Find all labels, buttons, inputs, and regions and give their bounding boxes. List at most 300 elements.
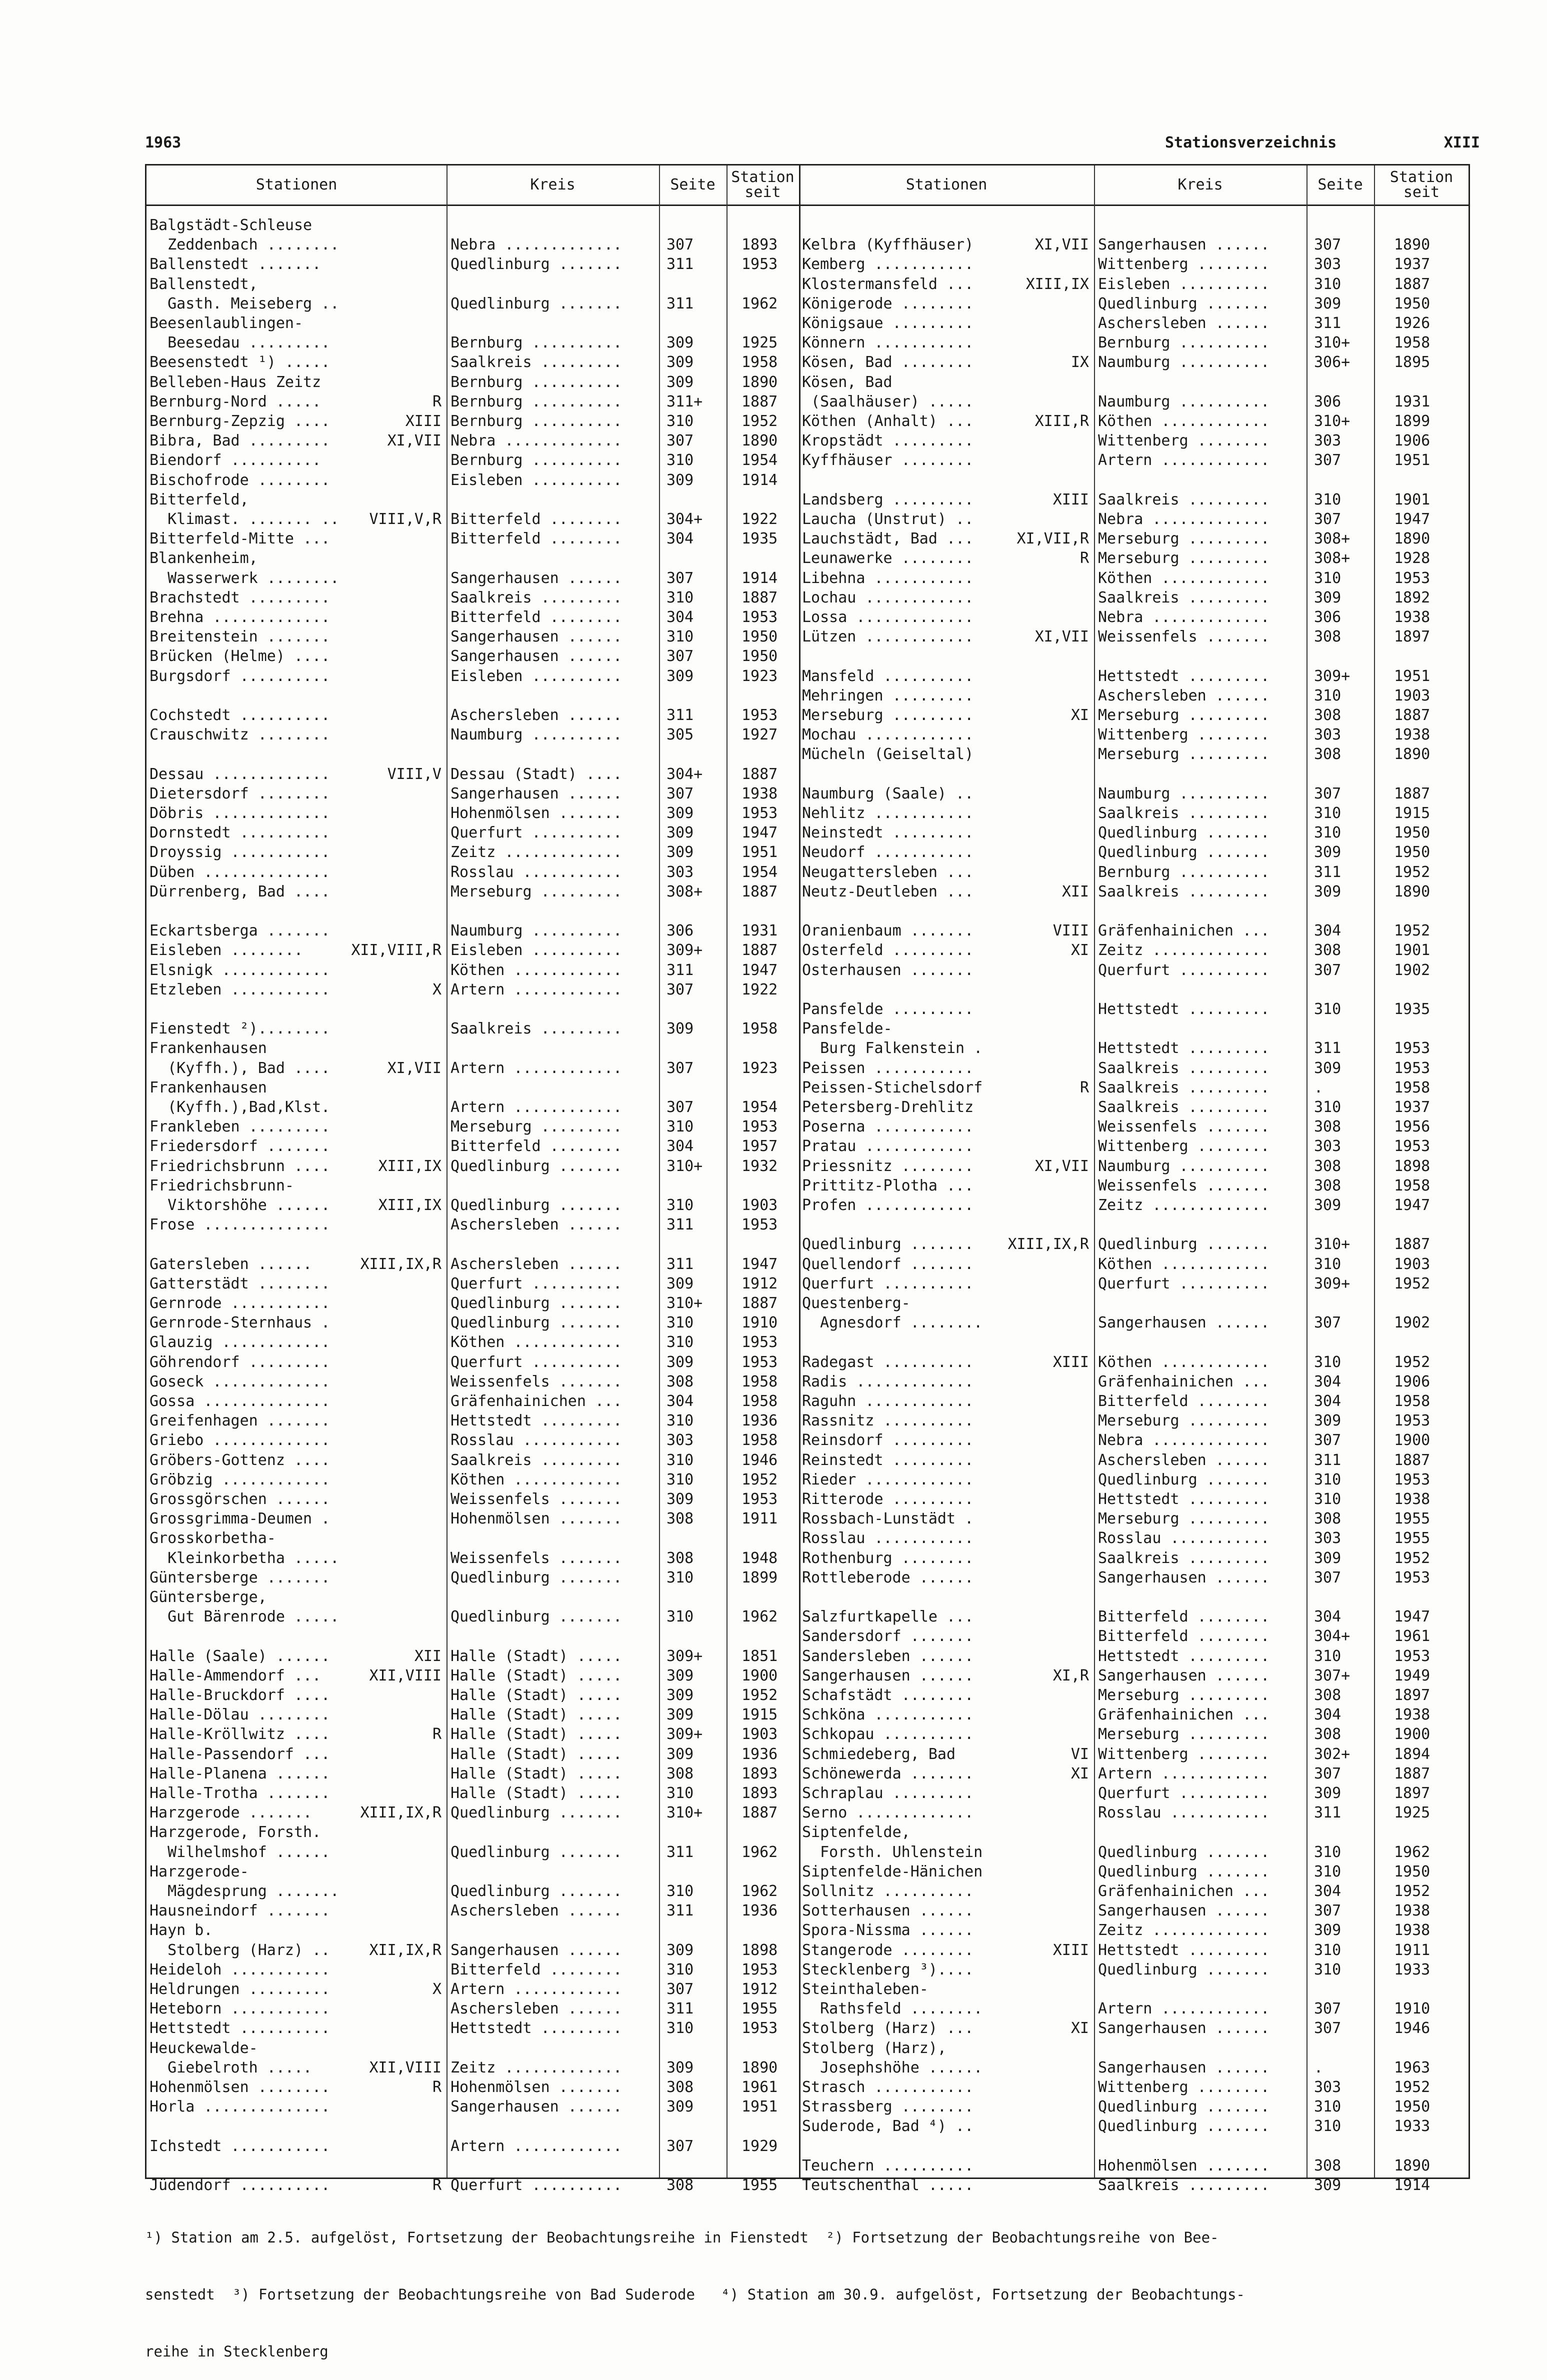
seite-value: 306+ [1314,354,1350,372]
station-since-year: 1914 [742,471,778,489]
page-year: 1963 [145,134,182,152]
kreis-name: Hettstedt ......... [1098,1490,1270,1508]
station-since-year: 1953 [742,2020,778,2038]
kreis-name: Bernburg .......... [1098,334,1270,352]
station-marks: XII,IX,R [369,1941,442,1959]
seite-value: 303 [1314,726,1342,744]
seite-value: 308 [1314,1510,1342,1528]
station-name: Strassberg ........ [802,2098,974,2116]
station-name: Bischofrode ........ [150,471,330,489]
seite-value: 304 [666,530,694,548]
station-name: Rassnitz .......... [802,1412,974,1430]
station-name: Balgstädt-Schleuse [150,216,312,234]
station-name: Merseburg ......... [802,706,974,724]
station-since-year: 1952 [742,412,778,430]
kreis-name: Naumburg .......... [450,726,622,744]
kreis-name: Saalkreis ......... [1098,1549,1270,1567]
station-name: Osterhausen ....... [802,961,974,979]
station-name: Greifenhagen ....... [150,1412,330,1430]
seite-value: 304 [1314,1882,1342,1900]
seite-value: 309 [1314,1549,1342,1567]
station-name: Hettstedt .......... [150,2020,330,2038]
station-name: Kyffhäuser ........ [802,452,974,470]
station-name: Elsnigk ............ [150,961,330,979]
kreis-name: Quedlinburg ....... [1098,1960,1270,1978]
station-marks: XII [1062,882,1089,900]
seite-value: 304 [1314,1706,1342,1724]
kreis-name: Hettstedt ......... [450,1412,622,1430]
kreis-name: Quedlinburg ....... [1098,1843,1270,1861]
station-name: Halle-Passendorf ... [150,1745,330,1763]
station-name: Gatterstädt ........ [150,1274,330,1292]
kreis-name: Sangerhausen ...... [1098,1568,1270,1586]
station-name: Brücken (Helme) .... [150,648,330,666]
seite-value: 305 [666,726,694,744]
kreis-name: Köthen ............ [1098,569,1270,587]
station-name: Goseck ............. [150,1372,330,1390]
seite-value: 310 [666,1334,694,1352]
station-marks: XI [1070,2020,1089,2038]
station-since-year: 1953 [742,804,778,822]
station-marks: XI,VII [1034,1157,1089,1175]
station-since-year: 1898 [1394,1157,1430,1175]
column-divider [1374,166,1375,2178]
seite-value: 308 [1314,942,1342,960]
seite-value: 310 [1314,275,1342,293]
station-since-year: 1955 [742,2000,778,2018]
station-marks: XII [414,1647,442,1665]
header-seit-line2: seit [744,184,781,201]
kreis-name: Halle (Stadt) ..... [450,1647,622,1665]
seite-value: 310 [666,2020,694,2038]
station-name: Stecklenberg ³).... [802,1960,974,1978]
station-name: Teutschenthal ..... [802,2176,974,2194]
seite-value: 308 [1314,1726,1342,1744]
seite-value: 308+ [1314,550,1350,568]
station-name: Oranienbaum ....... [802,922,974,940]
seite-value: 309 [666,1490,694,1508]
seite-value: 310+ [1314,1236,1350,1254]
station-name: Schmiedeberg, Bad [802,1745,956,1763]
station-name: Köthen (Anhalt) ... [802,412,974,430]
seite-value: 310 [1314,1960,1342,1978]
station-marks: XII,VIII [369,2058,442,2076]
station-since-year: 1953 [742,1334,778,1352]
station-name: Friedersdorf ....... [150,1138,330,1156]
station-since-year: 1950 [1394,294,1430,312]
column-divider [1094,166,1095,2178]
seite-value: 303 [666,863,694,881]
station-since-year: 1887 [1394,1236,1430,1254]
seite-value: 303 [1314,1530,1342,1548]
station-name: Griebo ............. [150,1432,330,1450]
station-name: Breitenstein ....... [150,628,330,646]
kreis-name: Saalkreis ......... [450,588,622,606]
station-name: Klostermansfeld ... [802,275,974,293]
seite-value: 307+ [1314,1666,1350,1684]
seite-value: 307 [1314,236,1342,254]
seite-value: 310 [666,1196,694,1214]
station-name: Heldrungen ......... [150,1980,330,1998]
station-name: Cochstedt .......... [150,706,330,724]
station-marks: X [432,980,442,998]
station-name: Mansfeld .......... [802,667,974,685]
station-since-year: 1952 [1394,2078,1430,2096]
seite-value: 310 [666,1118,694,1136]
kreis-name: Quedlinburg ....... [450,1843,622,1861]
seite-value: 310+ [666,1294,703,1312]
seite-value: 311 [666,961,694,979]
station-name: Stangerode ........ [802,1941,974,1959]
station-marks: XIII,IX,R [360,1804,442,1822]
seite-value: 309 [666,1353,694,1371]
kreis-name: Sangerhausen ...... [450,569,622,587]
seite-value: 311 [666,1843,694,1861]
station-name: Prittitz-Plotha ... [802,1176,974,1194]
station-since-year: 1851 [742,1647,778,1665]
station-name: Brachstedt ......... [150,588,330,606]
seite-value: 304 [1314,1392,1342,1410]
kreis-name: Köthen ............ [450,1334,622,1352]
seite-value: 303 [1314,2078,1342,2096]
kreis-name: Artern ............ [450,1980,622,1998]
kreis-name: Hettstedt ......... [1098,667,1270,685]
station-name: Wilhelmshof ...... [150,1843,330,1861]
station-name: Wasserwerk ........ [150,569,340,587]
station-marks: IX [1070,354,1089,372]
station-since-year: 1897 [1394,1784,1430,1802]
station-since-year: 1890 [1394,2156,1430,2174]
station-name: Schafstädt ........ [802,1686,974,1704]
seite-value: 311 [666,2000,694,2018]
station-name: Schraplau ......... [802,1784,974,1802]
kreis-name: Merseburg ......... [1098,746,1270,764]
station-name: Bitterfeld, [150,490,249,508]
station-since-year: 1887 [742,1804,778,1822]
seite-value: 309 [666,824,694,842]
kreis-name: Köthen ............ [1098,1353,1270,1371]
station-since-year: 1923 [742,1059,778,1077]
seite-value: 311 [1314,314,1342,332]
station-name: Horla .............. [150,2098,330,2116]
seite-value: 307 [1314,510,1342,528]
station-name: Burg Falkenstein . [802,1040,983,1058]
kreis-name: Quedlinburg ....... [1098,844,1270,862]
station-since-year: 1887 [1394,1451,1430,1469]
station-since-year: 1958 [1394,1392,1430,1410]
seite-value: 309 [666,2098,694,2116]
seite-value: 308 [666,2176,694,2194]
station-since-year: 1946 [742,1451,778,1469]
station-since-year: 1951 [1394,452,1430,470]
kreis-name: Aschersleben ...... [1098,686,1270,704]
station-name: Rosslau ........... [802,1530,974,1548]
seite-value: 309 [666,1666,694,1684]
seite-value: 306 [1314,608,1342,626]
kreis-name: Wittenberg ........ [1098,432,1270,450]
station-since-year: 1952 [1394,1353,1430,1371]
kreis-name: Quedlinburg ....... [1098,2118,1270,2136]
column-divider [659,166,660,2178]
station-since-year: 1950 [742,628,778,646]
station-name: Eisleben ........ [150,942,304,960]
station-since-year: 1890 [1394,746,1430,764]
kreis-name: Merseburg ......... [1098,1726,1270,1744]
seite-value: 307 [666,1980,694,1998]
kreis-name: Artern ............ [450,1098,622,1116]
station-since-year: 1887 [742,392,778,410]
station-name: Radis ............. [802,1372,974,1390]
kreis-name: Köthen ............ [1098,1255,1270,1273]
station-since-year: 1953 [1394,1138,1430,1156]
kreis-name: Quedlinburg ....... [1098,294,1270,312]
station-marks: R [432,2078,442,2096]
kreis-name: Hettstedt ......... [1098,1647,1270,1665]
kreis-name: Aschersleben ...... [450,2000,622,2018]
station-marks: XI [1070,942,1089,960]
seite-value: 309 [1314,1922,1342,1940]
kreis-name: Querfurt .......... [450,2176,622,2194]
station-since-year: 1887 [742,1294,778,1312]
seite-value: 307 [1314,961,1342,979]
station-since-year: 1952 [1394,1882,1430,1900]
station-marks: XI,R [1052,1666,1089,1684]
kreis-name: Hohenmölsen ....... [450,1510,622,1528]
seite-value: 308 [1314,706,1342,724]
station-since-year: 1938 [1394,1490,1430,1508]
station-since-year: 1897 [1394,1686,1430,1704]
station-since-year: 1931 [742,922,778,940]
station-since-year: 1938 [1394,1706,1430,1724]
station-since-year: 1953 [742,256,778,274]
seite-value: 308 [666,1372,694,1390]
station-name: Schköna ........... [802,1706,974,1724]
kreis-name: Artern ............ [450,980,622,998]
header-stationen-right: Stationen [906,176,988,194]
kreis-name: Saalkreis ......... [1098,1078,1270,1096]
kreis-name: Querfurt .......... [1098,1274,1270,1292]
seite-value: 310 [666,412,694,430]
station-name: Frankenhausen [150,1078,267,1096]
station-name: Halle-Dölau ........ [150,1706,330,1724]
seite-value: 309 [1314,1784,1342,1802]
station-since-year: 1950 [1394,2098,1430,2116]
seite-value: 310 [1314,1490,1342,1508]
station-since-year: 1887 [1394,1764,1430,1782]
kreis-name: Wittenberg ........ [1098,726,1270,744]
station-name: Gut Bärenrode ..... [150,1608,340,1626]
header-seit-right [1374,166,1469,204]
seite-value: 307 [1314,1568,1342,1586]
seite-value: 310 [1314,2118,1342,2136]
station-since-year: 1956 [1394,1118,1430,1136]
seite-value: 310 [1314,569,1342,587]
kreis-name: Quedlinburg ....... [1098,2098,1270,2116]
station-name: Pansfelde- [802,1020,892,1038]
seite-value: 310 [666,588,694,606]
kreis-name: Aschersleben ...... [1098,1451,1270,1469]
station-name: Sotterhausen ...... [802,1902,974,1920]
station-name: Halle-Trotha ....... [150,1784,330,1802]
kreis-name: Sangerhausen ...... [450,648,622,666]
kreis-name: Querfurt .......... [1098,961,1270,979]
station-name: Heideloh ........... [150,1960,330,1978]
kreis-name: Quedlinburg ....... [1098,824,1270,842]
station-name: Kelbra (Kyffhäuser) [802,236,974,254]
station-name: Crauschwitz ........ [150,726,330,744]
station-since-year: 1963 [1394,2058,1430,2076]
seite-value: 307 [1314,1314,1342,1332]
station-since-year: 1958 [1394,1176,1430,1194]
seite-value: 310+ [666,1157,703,1175]
kreis-name: Nebra ............. [450,236,622,254]
station-name: Schönewerda ....... [802,1764,974,1782]
station-since-year: 1915 [742,1706,778,1724]
station-marks: XII,VIII,R [351,942,442,960]
kreis-name: Naumburg .......... [1098,354,1270,372]
station-since-year: 1936 [742,1412,778,1430]
station-since-year: 1947 [742,824,778,842]
kreis-name: Saalkreis ......... [450,1020,622,1038]
station-name: Stolberg (Harz), [802,2039,946,2057]
seite-value: 310 [666,1451,694,1469]
station-name: Lützen ............ [802,628,974,646]
station-name: Neugattersleben ... [802,863,974,881]
station-since-year: 1948 [742,1549,778,1567]
kreis-name: Halle (Stadt) ..... [450,1706,622,1724]
seite-value: 308 [666,1510,694,1528]
kreis-name: Merseburg ......... [450,882,622,900]
station-since-year: 1953 [742,1490,778,1508]
station-since-year: 1933 [1394,2118,1430,2136]
kreis-name: Querfurt .......... [450,824,622,842]
station-marks: XIII,R [1034,412,1089,430]
station-name: Lossa ............. [802,608,974,626]
seite-value: 307 [1314,452,1342,470]
seite-value: 307 [666,980,694,998]
station-since-year: 1955 [1394,1530,1430,1548]
station-name: Droyssig ........... [150,844,330,862]
kreis-name: Weissenfels ....... [450,1549,622,1567]
station-name: (Saalhäuser) ..... [802,392,974,410]
station-name: (Kyffh.), Bad .... [150,1059,330,1077]
page-header [145,134,1480,156]
kreis-name: Bitterfeld ........ [450,1960,622,1978]
seite-value: 310 [1314,490,1342,508]
station-name: Gasth. Meiseberg .. [150,294,340,312]
kreis-name: Naumburg .......... [450,922,622,940]
header-seit-line2: seit [1403,184,1440,201]
seite-value: 308+ [1314,530,1350,548]
kreis-name: Bernburg .......... [450,334,622,352]
kreis-name: Aschersleben ...... [450,1255,622,1273]
station-name: Questenberg- [802,1294,910,1312]
seite-value: 310+ [1314,412,1350,430]
kreis-name: Aschersleben ...... [450,1902,622,1920]
station-name: Mochau ............ [802,726,974,744]
kreis-name: Eisleben .......... [450,942,622,960]
station-since-year: 1915 [1394,804,1430,822]
station-since-year: 1887 [742,882,778,900]
station-name: Frankenhausen [150,1040,267,1058]
station-since-year: 1925 [742,334,778,352]
seite-value: 308 [666,2078,694,2096]
station-since-year: 1887 [742,765,778,783]
kreis-name: Rosslau ........... [1098,1530,1270,1548]
seite-value: 311 [1314,1040,1342,1058]
station-since-year: 1936 [742,1902,778,1920]
kreis-name: Quedlinburg ....... [1098,1236,1270,1254]
seite-value: 311 [666,1255,694,1273]
station-marks: XIII [1052,490,1089,508]
station-marks: XIII [405,412,442,430]
station-since-year: 1952 [1394,1274,1430,1292]
kreis-name: Artern ............ [1098,452,1270,470]
seite-value: 306 [666,922,694,940]
station-name: Lauchstädt, Bad ... [802,530,974,548]
seite-value: 303 [1314,432,1342,450]
kreis-name: Weissenfels ....... [1098,1118,1270,1136]
station-since-year: 1910 [1394,2000,1430,2018]
station-marks: XIII,IX [378,1196,442,1214]
seite-value: 310 [666,1608,694,1626]
station-marks: XIII [1052,1941,1089,1959]
station-name: Heuckewalde- [150,2039,258,2057]
seite-value: 302+ [1314,1745,1350,1763]
station-since-year: 1953 [742,1353,778,1371]
station-since-year: 1900 [742,1666,778,1684]
station-name: Beesenstedt ¹) ..... [150,354,330,372]
kreis-name: Bernburg .......... [450,452,622,470]
station-since-year: 1890 [742,373,778,391]
station-since-year: 1893 [742,1784,778,1802]
station-since-year: 1954 [742,452,778,470]
seite-value: 307 [666,648,694,666]
station-name: Grossgörschen ...... [150,1490,330,1508]
station-since-year: 1903 [1394,686,1430,704]
seite-value: 307 [1314,2020,1342,2038]
kreis-name: Saalkreis ......... [1098,804,1270,822]
station-since-year: 1938 [742,784,778,802]
station-since-year: 1937 [1394,256,1430,274]
station-marks: XI [1070,706,1089,724]
station-marks: XIII [1052,1353,1089,1371]
seite-value: 309 [1314,1196,1342,1214]
station-since-year: 1938 [1394,726,1430,744]
seite-value: 309 [666,471,694,489]
kreis-name: Quedlinburg ....... [450,1196,622,1214]
station-name: Nehlitz ........... [802,804,974,822]
station-name: Belleben-Haus Zeitz [150,373,322,391]
station-since-year: 1911 [1394,1941,1430,1959]
station-name: Halle-Bruckdorf .... [150,1686,330,1704]
kreis-name: Merseburg ......... [450,1118,622,1136]
station-since-year: 1938 [1394,1922,1430,1940]
seite-value: 307 [666,569,694,587]
seite-value: 310 [666,1882,694,1900]
seite-value: 311 [1314,863,1342,881]
station-name: Halle (Saale) ...... [150,1647,330,1665]
seite-value: 308 [666,1764,694,1782]
station-name: Jüdendorf .......... [150,2176,330,2194]
kreis-name: Köthen ............ [450,1470,622,1488]
station-since-year: 1931 [1394,392,1430,410]
station-since-year: 1953 [742,706,778,724]
kreis-name: Merseburg ......... [1098,1510,1270,1528]
station-name: Bernburg-Nord ..... [150,392,322,410]
kreis-name: Quedlinburg ....... [450,256,622,274]
seite-value: 309 [666,844,694,862]
